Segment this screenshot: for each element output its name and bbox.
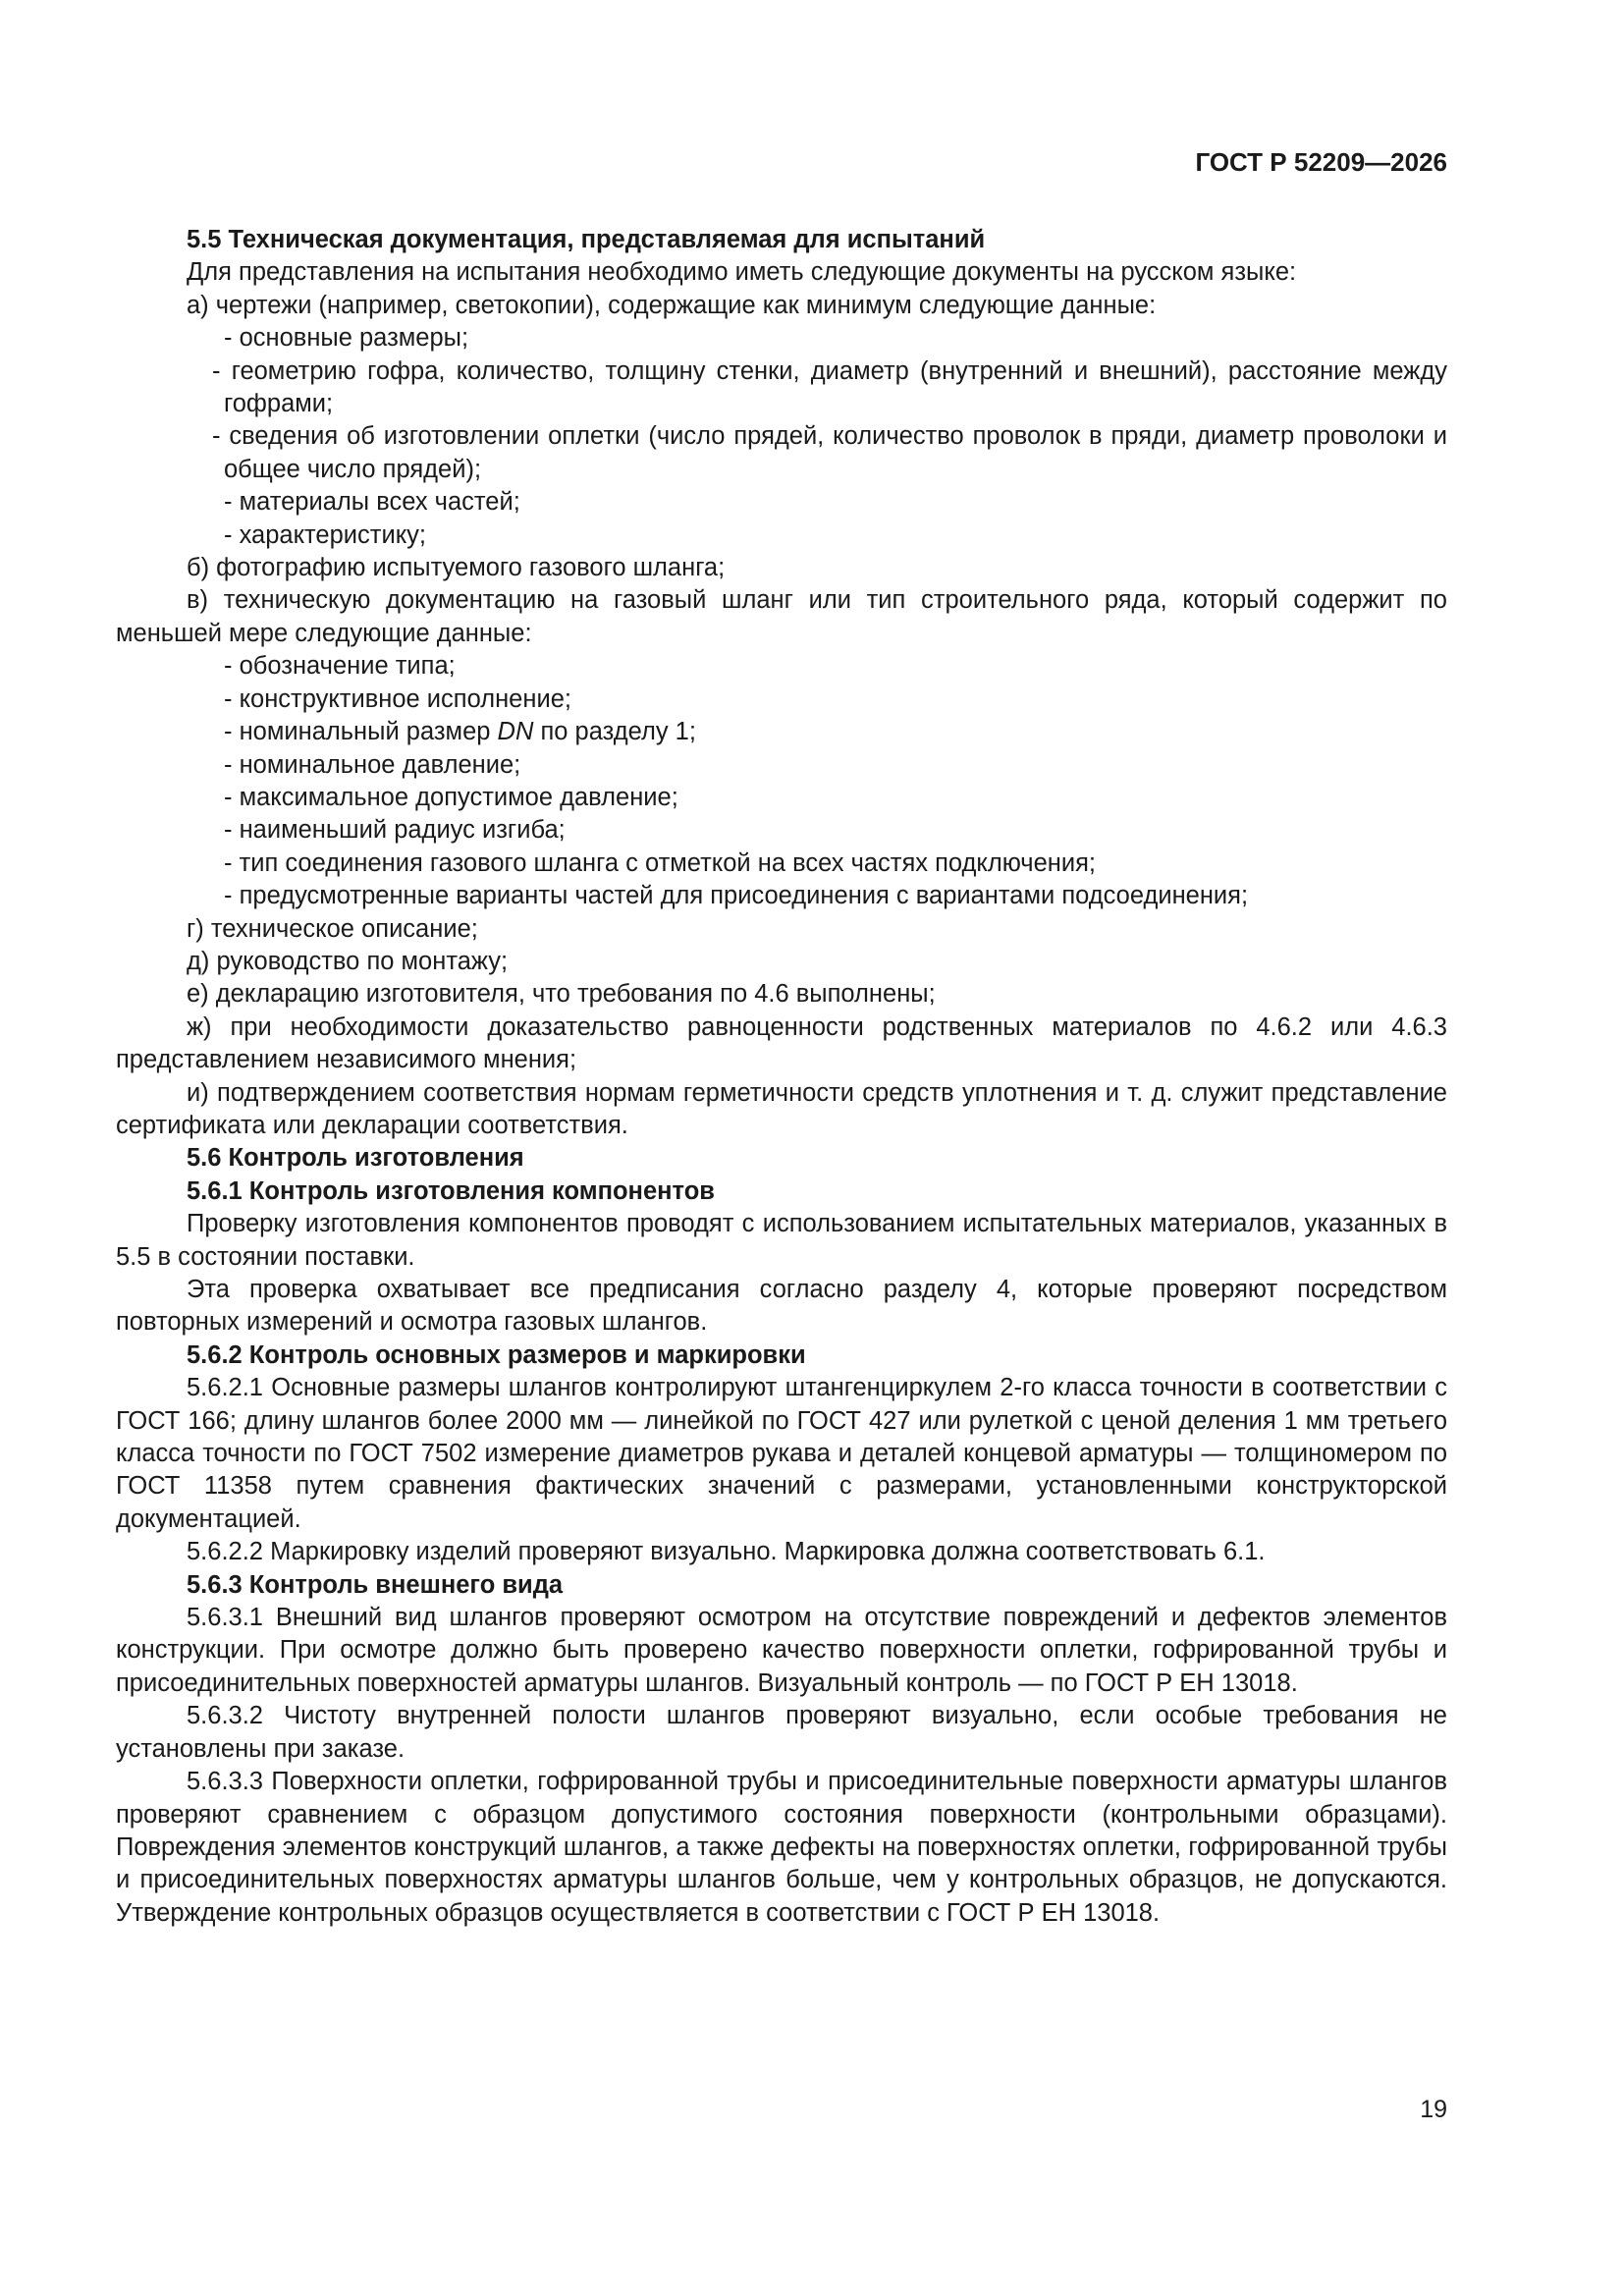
page-number: 19 (1420, 2096, 1447, 2123)
sub-item: - геометрию гофра, количество, толщину стенки, диаметр (внутренний и внешний), расстояние между гофрами; (212, 356, 1447, 418)
sub-item: - конструктивное исполнение; (224, 684, 571, 713)
dn-prefix: - номинальный размер (224, 718, 498, 746)
sub-item: - обозначение типа; (224, 652, 456, 681)
list-item-zh: ж) при необходимости доказательство равноценности родственных материалов по 4.6.2 или 4.6.3 представлением независимого мнения; (116, 1012, 1447, 1074)
sub-item: - номинальное давление; (224, 750, 521, 779)
paragraph-5-6-2-1: 5.6.2.1 Основные размеры шлангов контролируют штангенциркулем 2-го класса точности в соответствии с ГОСТ 166; длину шлангов более 2000 мм — линейкой по ГОСТ 427 или рулеткой с ценой деления 1 мм третьего класса точности по ГОСТ 7502 измерение диаметров рукава и деталей концевой арматуры — толщиномером по ГОСТ 11358 путем сравнения фактических значений с размерами, установленными конструкторской документацией. (116, 1374, 1447, 1533)
sub-item-dn (116, 716, 1447, 748)
paragraph-5-6-3-3: 5.6.3.3 Поверхности оплетки, гофрированной трубы и присоединительные поверхности арматуры шлангов проверяют сравнением с образцом допустимого состояния поверхности (контрольными образцами). Повреждения элементов конструкций шлангов, а также дефекты на поверхностях оплетки, гофрированной трубы и присоединительных поверхностях арматуры шлангов больше, чем у контрольных образцов, не допускаются. Утверждение контрольных образцов осуществляется в соответствии с ГОСТ Р ЕН 13018. (116, 1768, 1447, 1927)
list-item-e: е) декларацию изготовителя, что требования по 4.6 выполнены; (187, 980, 936, 1009)
section-5-5-title: 5.5 Техническая документация, представляемая для испытаний (187, 226, 986, 253)
list-item-i: и) подтверждением соответствия нормам герметичности средств уплотнения и т. д. служит представление сертификата или декларации соответствия. (116, 1078, 1447, 1139)
paragraph-5-6-3-2: 5.6.3.2 Чистоту внутренней полости шлангов проверяют визуально, если особые требования не установлены при заказе. (116, 1702, 1447, 1763)
document-page (116, 0, 1447, 2296)
list-item-g: г) техническое описание; (187, 914, 478, 943)
paragraph-5-6-3-1: 5.6.3.1 Внешний вид шлангов проверяют осмотром на отсутствие повреждений и дефектов элементов конструкции. При осмотре должно быть проверено качество поверхности оплетки, гофрированной трубы и присоединительных поверхностей арматуры шлангов. Визуальный контроль — по ГОСТ Р ЕН 13018. (116, 1604, 1447, 1697)
sub-item: - материалы всех частей; (224, 488, 520, 517)
paragraph: Проверку изготовления компонентов проводят с использованием испытательных материалов, указанных в 5.5 в состоянии поставки. (116, 1210, 1447, 1271)
paragraph-5-6-2-2: 5.6.2.2 Маркировку изделий проверяют визуально. Маркировка должна соответствовать 6.1. (187, 1538, 1266, 1566)
document-id: ГОСТ Р 52209—2026 (1195, 147, 1447, 177)
paragraph: Эта проверка охватывает все предписания согласно разделу 4, которые проверяют посредством повторных измерений и осмотра газовых шлангов. (116, 1276, 1447, 1337)
list-item-d: д) руководство по монтажу; (187, 947, 509, 975)
sub-item: - основные размеры; (224, 324, 469, 353)
page-content (116, 224, 1447, 1930)
sub-item: - характеристику; (224, 520, 426, 549)
sub-item: - тип соединения газового шланга с отметкой на всех частях подключения; (224, 848, 1096, 877)
list-item-a: а) чертежи (например, светокопии), содержащие как минимум следующие данные: (187, 291, 1157, 319)
dn-suffix: по разделу 1; (533, 718, 696, 746)
section-5-6-2-title: 5.6.2 Контроль основных размеров и маркировки (187, 1340, 806, 1369)
sub-item: - сведения об изготовлении оплетки (число прядей, количество проволок в пряди, диаметр проволоки и общее число прядей); (212, 422, 1447, 483)
list-item-v: в) техническую документацию на газовый шланг или тип строительного ряда, который содержит по меньшей мере следующие данные: (116, 586, 1447, 647)
sub-item: - максимальное допустимое давление; (224, 783, 678, 811)
section-5-6-3-title: 5.6.3 Контроль внешнего вида (187, 1570, 564, 1599)
sub-item: - наименьший радиус изгиба; (224, 816, 566, 845)
dn-symbol: DN (497, 718, 534, 746)
list-item-b: б) фотографию испытуемого газового шланга; (187, 554, 726, 582)
sub-item: - предусмотренные варианты частей для присоединения с вариантами подсоединения; (224, 882, 1249, 910)
section-5-5-intro: Для представления на испытания необходимо иметь следующие документы на русском языке: (187, 258, 1297, 287)
section-5-6-title: 5.6 Контроль изготовления (187, 1144, 524, 1173)
section-5-6-1-title: 5.6.1 Контроль изготовления компонентов (187, 1176, 715, 1205)
